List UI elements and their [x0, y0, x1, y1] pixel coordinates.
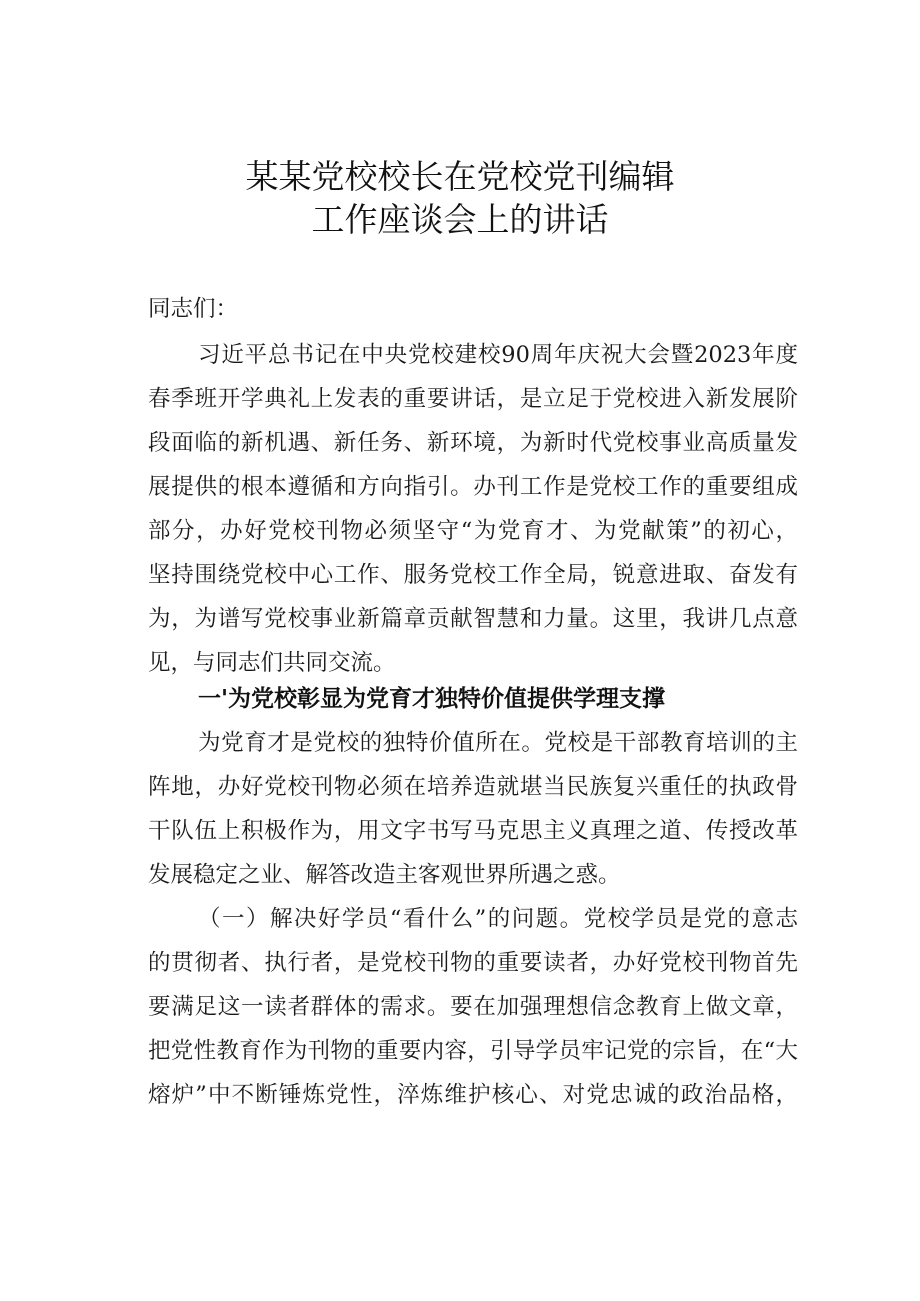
paragraph-3-line: 的贯彻者、执行者，是党校刊物的重要读者，办好党校刊物首先	[148, 950, 798, 976]
paragraph-2-line: 为党育才是党校的独特价值所在。党校是干部教育培训的主	[198, 730, 798, 756]
document-title-line-2: 工作座谈会上的讲话	[311, 200, 609, 239]
paragraph-3-line: 熔炉”中不断锤炼党性，淬炼维护核心、对党忠诚的政治品格，	[148, 1082, 798, 1108]
paragraph-1-line: 习近平总书记在中央党校建校90周年庆祝大会暨2023年度	[198, 342, 798, 368]
paragraph-2-line: 发展稳定之业、解答改造主客观世界所遇之惑。	[148, 862, 621, 888]
paragraph-1-line: 段面临的新机遇、新任务、新环境，为新时代党校事业高质量发	[148, 430, 798, 456]
paragraph-1-line: 坚持围绕党校中心工作、服务党校工作全局，锐意进取、奋发有	[148, 562, 798, 588]
paragraph-3-line: （一）解决好学员“看什么”的问题。党校学员是党的意志	[198, 906, 798, 932]
paragraph-2-line: 干队伍上积极作为，用文字书写马克思主义真理之道、传授改革	[148, 818, 798, 844]
paragraph-3-line: 把党性教育作为刊物的重要内容，引导学员牢记党的宗旨，在“大	[148, 1038, 798, 1064]
paragraph-1-line: 展提供的根本遵循和方向指引。办刊工作是党校工作的重要组成	[148, 474, 798, 500]
salutation: 同志们：	[148, 296, 239, 322]
paragraph-1-line: 为，为谱写党校事业新篇章贡献智慧和力量。这里，我讲几点意	[148, 606, 798, 632]
paragraph-1-line: 春季班开学典礼上发表的重要讲话，是立足于党校进入新发展阶	[148, 386, 798, 412]
paragraph-1-line: 见，与同志们共同交流。	[148, 650, 396, 676]
paragraph-2-line: 阵地，办好党校刊物必须在培养造就堪当民族复兴重任的执政骨	[148, 774, 798, 800]
paragraph-1-line: 部分，办好党校刊物必须坚守“为党育才、为党献策”的初心，	[148, 518, 798, 544]
document-title-line-1: 某某党校校长在党校党刊编辑	[245, 157, 675, 196]
paragraph-3-line: 要满足这一读者群体的需求。要在加强理想信念教育上做文章，	[148, 994, 798, 1020]
section-heading: 一'为党校彰显为党育才独特价值提供学理支撑	[198, 686, 666, 712]
